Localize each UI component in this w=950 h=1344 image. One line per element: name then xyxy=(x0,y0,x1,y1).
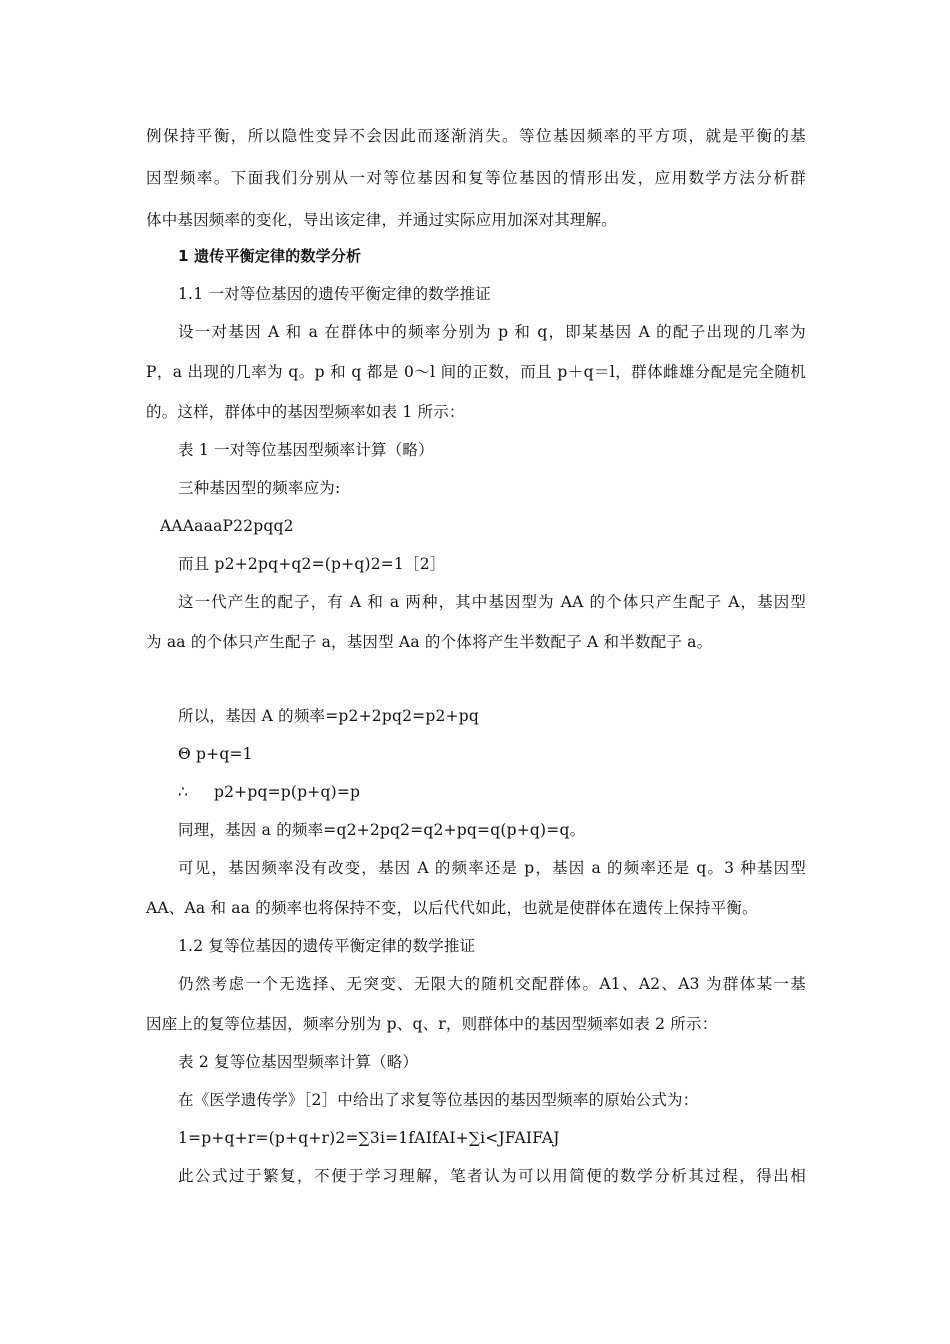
paragraph-line: 例保持平衡，所以隐性变异不会因此而逐渐消失。等位基因频率的平方项，就是平衡的基 xyxy=(146,127,806,145)
equation-line xyxy=(178,782,360,802)
paragraph-line: 仍然考虑一个无选择、无突变、无限大的随机交配群体。A1、A2、A3 为群体某一基 xyxy=(178,975,806,993)
subsection-heading: 1.2 复等位基因的遗传平衡定律的数学推证 xyxy=(178,937,476,955)
paragraph-line: 三种基因型的频率应为: xyxy=(178,479,341,497)
equation-line: 同理，基因 a 的频率=q2+2pq2=q2+pq=q(p+q)=q。 xyxy=(178,821,586,839)
therefore-expression: p2+pq=p(p+q)=p xyxy=(214,783,361,801)
equation-line: 所以，基因 A 的频率=p2+2pq2=p2+pq xyxy=(178,707,479,725)
equation-line: 而且 p2+2pq+q2=(p+q)2=1［2］ xyxy=(178,555,446,573)
paragraph-line: 的。这样，群体中的基因型频率如表 1 所示： xyxy=(146,403,465,421)
paragraph-line: AA、Aa 和 aa 的频率也将保持不变，以后代代如此，也就是使群体在遗传上保持平衡。 xyxy=(146,899,758,917)
paragraph-line: 可见，基因频率没有改变，基因 A 的频率还是 p，基因 a 的频率还是 q。3 种基因型 xyxy=(178,859,806,877)
table-caption: 表 2 复等位基因型频率计算（略） xyxy=(178,1053,419,1071)
paragraph-line: P，a 出现的几率为 q。p 和 q 都是 0～l 间的正数，而且 p＋q＝l，群体雌雄分配是完全随机 xyxy=(146,363,806,381)
paragraph-line: 因座上的复等位基因，频率分别为 p、q、r，则群体中的基因型频率如表 2 所示： xyxy=(146,1015,718,1033)
paragraph-line: 这一代产生的配子，有 A 和 a 两种，其中基因型为 AA 的个体只产生配子 A，基因型 xyxy=(178,593,806,611)
paragraph-line: 因型频率。下面我们分别从一对等位基因和复等位基因的情形出发，应用数学方法分析群 xyxy=(146,169,806,187)
equation-line: Θ p+q=1 xyxy=(178,745,253,763)
paragraph-line: 为 aa 的个体只产生配子 a，基因型 Aa 的个体将产生半数配子 A 和半数配子 a。 xyxy=(146,633,713,651)
table-caption: 表 1 一对等位基因型频率计算（略） xyxy=(178,441,434,459)
section-heading: 1 遗传平衡定律的数学分析 xyxy=(178,247,362,265)
paragraph-line: 在《医学遗传学》［2］中给出了求复等位基因的基因型频率的原始公式为： xyxy=(178,1091,699,1109)
paragraph-line: 设一对基因 A 和 a 在群体中的频率分别为 p 和 q，即某基因 A 的配子出现的几率为 xyxy=(178,323,806,341)
genotype-formula: AAAaaaP22pqq2 xyxy=(160,517,294,535)
equation-line: 1=p+q+r=(p+q+r)2=∑3i=1fAIfAI+∑i<JFAIFAJ xyxy=(178,1129,560,1147)
subsection-heading: 1.1 一对等位基因的遗传平衡定律的数学推证 xyxy=(178,285,491,303)
paragraph-line: 体中基因频率的变化，导出该定律，并通过实际应用加深对其理解。 xyxy=(146,211,618,229)
paragraph-line: 此公式过于繁复，不便于学习理解，笔者认为可以用简便的数学分析其过程，得出相 xyxy=(178,1167,806,1185)
therefore-symbol: ∴ xyxy=(178,783,189,801)
